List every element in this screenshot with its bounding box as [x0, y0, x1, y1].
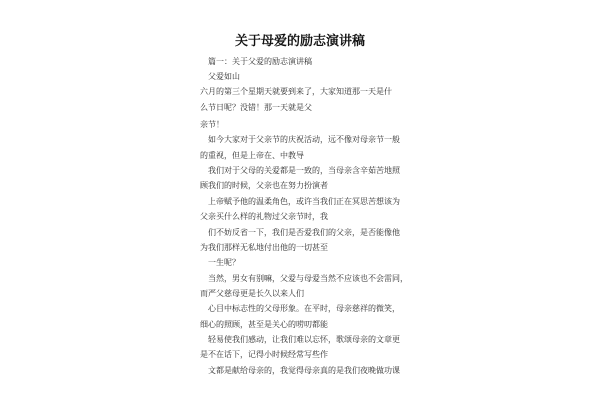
document-title: 关于母爱的励志演讲稿 — [234, 34, 365, 49]
text-line: 上帝赋予他的温柔角色，或许当我们正在冥思苦想该为 — [208, 197, 400, 206]
text-line: 为我们那样无私地付出他的一切甚至 — [200, 243, 328, 252]
text-line: 父亲买什么样的礼物过父亲节时，我 — [200, 212, 328, 221]
text-line: 如今大家对于父亲节的庆祝活动，远不像对母亲节一般 — [208, 135, 400, 144]
text-line: 轻易使我们感动，让我们难以忘怀，歌颂母亲的文章更 — [208, 335, 400, 344]
text-line: 的重视，但是上帝在、中教导 — [200, 151, 304, 160]
text-line: 亲节！ — [200, 120, 224, 129]
text-line: 么节日呢？没错！那一天就是父 — [200, 103, 312, 112]
text-line: 心目中标志性的父母形象。在平时，母亲慈祥的微笑， — [208, 304, 400, 313]
text-line: 篇一：关于父爱的励志演讲稿 — [208, 57, 312, 66]
text-line: 一生呢？ — [208, 258, 240, 267]
text-line: 六月的第三个星期天就要到来了，大家知道那一天是什 — [200, 87, 392, 96]
text-line: 是不在话下，记得小时候经常写些作 — [200, 350, 328, 359]
text-line: 顾我们的时候，父亲也在努力扮演者 — [200, 181, 328, 190]
text-line: 文都是献给母亲的，我觉得母亲真的是我们夜晚做功课 — [208, 366, 400, 375]
text-line: 们不妨反省一下，我们是否爱我们的父亲，是否能像他 — [208, 228, 400, 237]
text-line: 而严父慈母更是长久以来人们 — [200, 289, 304, 298]
text-line: 当然，男女有别嘛，父爱与母爱当然不应该也不会雷同， — [208, 274, 408, 283]
text-line: 我们对于父母的关爱都是一致的，当母亲含辛茹苦地照 — [208, 166, 400, 175]
text-line: 父爱如山 — [208, 72, 240, 81]
text-line: 细心的照顾，甚至是关心的唠叨都能 — [200, 320, 328, 329]
